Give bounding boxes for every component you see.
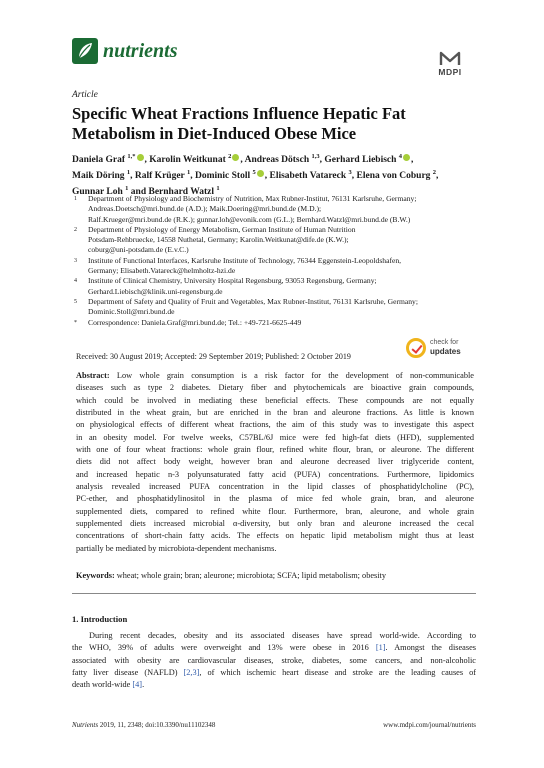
author-list <box>72 151 482 198</box>
author-affiliation-mark: 2 <box>432 168 437 176</box>
affiliation-line: Department of Physiology of Energy Metabolism, German Institute of Human Nutrition <box>88 224 356 234</box>
author-affiliation-mark: 4 <box>398 153 403 160</box>
author-name: Dominic Stoll <box>194 170 253 181</box>
affiliation-item <box>72 256 484 277</box>
affiliation-line: Dominic.Stoll@mri.bund.de <box>88 307 175 317</box>
abstract-line: diets did not affect body weight, however bran and aleurone decreased liver triglyceride content, <box>76 457 474 467</box>
abstract-line: PC-ether, and phosphatidylinositol in the plasma of mice fed whole grain, bran, and aleurone <box>76 494 474 504</box>
check-updates-label: check for <box>430 339 459 346</box>
orcid-icon[interactable] <box>403 154 410 161</box>
intro-line <box>72 642 476 654</box>
orcid-icon[interactable] <box>232 154 239 161</box>
keywords-text: wheat; whole grain; bran; aleurone; microbiota; SCFA; lipid metabolism; obesity <box>114 571 387 580</box>
abstract-line <box>76 370 474 382</box>
affiliation-line: Gerhard.Liebisch@klinik.uni-regensburg.de <box>88 286 223 296</box>
author-name: Elena von Coburg <box>356 170 433 181</box>
author-separator: , <box>351 170 357 181</box>
author-affiliation-mark: 1 <box>216 184 220 192</box>
abstract-line: partially be mediated by microbiota-dependent mechanisms. <box>76 543 277 553</box>
abstract-line: with one of four wheat fractions: whole grain flour, refined white flour, bran, or aleurone. The different <box>76 445 474 455</box>
nutrients-logo-icon <box>72 38 98 64</box>
intro-text: . <box>142 680 145 690</box>
footer-doi: 2019, 11, 2348; doi:10.3390/nu11102348 <box>98 721 216 729</box>
author-name: Daniela Graf <box>72 155 128 166</box>
affiliation-line: Institute of Functional Interfaces, Karlsruhe Institute of Technology, 76344 Eggenstein-Leopoldshafen, <box>88 255 402 265</box>
affiliation-item <box>72 194 484 225</box>
abstract-label: Abstract: <box>76 371 110 380</box>
orcid-icon[interactable] <box>137 154 144 161</box>
author-name: Karolin Weitkunat <box>149 155 229 166</box>
abstract <box>76 370 474 555</box>
footer-journal: Nutrients <box>72 721 99 729</box>
orcid-icon[interactable] <box>257 170 264 177</box>
author-line <box>72 167 482 183</box>
author-affiliation-mark: 1 <box>186 168 191 176</box>
citation-link[interactable]: [2,3] <box>183 668 200 678</box>
section-divider <box>72 593 476 594</box>
abstract-line: on physiological effects of different wheat fractions, the aim of this study was to investigate this aspect <box>76 420 474 430</box>
affiliation-number: 4 <box>74 278 77 285</box>
footer-url[interactable]: www.mdpi.com/journal/nutrients <box>383 721 476 729</box>
keywords-label: Keywords: <box>76 571 115 580</box>
author-line <box>72 151 482 167</box>
intro-text: the WHO, 39% of adults were overweight and 13% were obese in 2016 <box>72 643 376 653</box>
intro-text: death world-wide <box>72 680 133 690</box>
author-affiliation-mark: 2 <box>228 153 232 160</box>
affiliation-item <box>72 297 484 318</box>
paper-title <box>72 104 482 143</box>
author-name: Andreas Dötsch <box>244 155 312 166</box>
author-affiliation-mark: 1,* <box>127 153 136 160</box>
journal-name: nutrients <box>103 40 178 62</box>
author-affiliation-mark: 1,3 <box>311 153 320 160</box>
footer-citation <box>72 721 215 729</box>
affiliation-number: 2 <box>74 226 77 233</box>
author-name: Gerhard Liebisch <box>324 155 399 166</box>
affiliation-item <box>72 318 484 328</box>
keywords <box>76 571 386 580</box>
affiliation-item <box>72 276 484 297</box>
abstract-line: supplemented diets, compared to refined white flour. Furthermore, bran, aleurone, and whole grain <box>76 506 474 516</box>
check-updates-label-bold: updates <box>430 347 461 356</box>
introduction-body <box>72 630 476 692</box>
intro-text: , of which ischemic heart disease and stroke are the leading causes of <box>199 668 476 678</box>
author-separator: , <box>319 155 325 166</box>
intro-line <box>72 679 476 691</box>
abstract-line: concentrations of short-chain fatty acids. The effects on hepatic lipid metabolism might thus at least <box>76 531 474 541</box>
affiliation-line: Department of Physiology and Biochemistry of Nutrition, Max Rubner-Institut, 76131 Karlsruhe, Germany; <box>88 194 417 203</box>
author-separator: , <box>240 155 245 166</box>
affiliation-number: 5 <box>74 298 77 305</box>
citation-link[interactable]: [4] <box>132 680 143 690</box>
citation-link[interactable]: [1] <box>375 643 386 653</box>
intro-text: . Amongst the diseases <box>385 643 476 653</box>
affiliation-line: coburg@uni-potsdam.de (E.v.C.) <box>88 245 189 255</box>
affiliations <box>72 194 484 328</box>
abstract-line: diseases such as type 2 diabetes. Dietary fiber and phytochemicals are bioactive grain compounds, <box>76 383 474 393</box>
affiliation-line: Department of Safety and Quality of Fruit and Vegetables, Max Rubner-Institut, 76131 Karlsruhe, Germany; <box>88 296 418 306</box>
affiliation-line: Institute of Clinical Chemistry, University Hospital Regensburg, 93053 Regensburg, Germany; <box>88 276 377 286</box>
intro-line <box>72 667 476 679</box>
intro-line: associated with obesity are cardiovascular diseases, stroke, diabetes, some cancers, and non-alcoholic <box>72 655 476 665</box>
author-separator: , <box>411 155 414 166</box>
author-name: Gunnar Loh <box>72 186 126 197</box>
affiliation-item <box>72 225 484 256</box>
abstract-line: distributed in the wheat grain, but are enriched in the bran and aleurone fractions. As little is known <box>76 408 474 418</box>
author-name: Maik Döring <box>72 170 127 181</box>
affiliation-line: Potsdam-Rehbruecke, 14558 Nuthetal, Germany; Karolin.Weitkunat@dife.de (K.W.); <box>88 235 349 245</box>
affiliation-number: 3 <box>74 257 77 264</box>
abstract-line: which could be involved in mediating these beneficial effects. These compounds are not equally <box>76 395 474 405</box>
author-separator: , <box>436 170 439 181</box>
mdpi-logo <box>429 50 471 77</box>
author-affiliation-mark: 5 <box>252 168 256 176</box>
abstract-line: supplemented diets increased microbial α-diversity, but only bran and aleurone increased the cecal <box>76 519 474 529</box>
author-separator: , <box>144 155 150 166</box>
author-name: Elisabeth Vatareck <box>269 170 349 181</box>
abstract-first-text: Low whole grain consumption is a risk factor for the development of non-communicable <box>109 371 474 380</box>
affiliation-number: * <box>74 319 77 326</box>
article-type: Article <box>72 90 98 100</box>
author-separator: , <box>130 170 135 181</box>
affiliation-line: Andreas.Doetsch@mri.bund.de (A.D.); Maik.Doering@mri.bund.de (M.D.); <box>88 204 322 214</box>
publication-dates: Received: 30 August 2019; Accepted: 29 September 2019; Published: 2 October 2019 <box>76 352 351 361</box>
intro-line: During recent decades, obesity and its associated diseases have spread world-wide. According to <box>89 631 476 640</box>
affiliation-number: 1 <box>74 196 77 202</box>
abstract-line: in an obesity model. For twelve weeks, C57BL/6J mice were fed high-fat diets (HFD), supplemented <box>76 432 474 442</box>
check-updates-icon <box>406 338 426 358</box>
author-affiliation-mark: 1 <box>126 168 131 176</box>
author-separator: , <box>264 170 270 181</box>
publisher-name: MDPI <box>438 67 462 77</box>
title-line: Metabolism in Diet-Induced Obese Mice <box>72 123 357 143</box>
section-heading: 1. Introduction <box>72 614 128 624</box>
affiliation-line: Correspondence: Daniela.Graf@mri.bund.de; Tel.: +49-721-6625-449 <box>88 317 302 327</box>
affiliation-line: Germany; Elisabeth.Vatareck@helmholtz-hzi.de <box>88 266 236 276</box>
author-affiliation-mark: 1 <box>125 184 129 192</box>
author-name: Bernhard Watzl <box>148 186 217 197</box>
abstract-line: and increased hepatic n-3 polyunsaturated fatty acid (PUFA) concentrations. Furthermore, lipidomics <box>76 469 474 479</box>
author-name: Ralf Krüger <box>134 170 187 181</box>
mdpi-mark-icon <box>439 50 461 66</box>
affiliation-line: Ralf.Krueger@mri.bund.de (R.K.); gunnar.loh@evonik.com (G.L.); Bernhard.Watzl@mri.bund.de (B.W.) <box>88 214 411 224</box>
title-line: Specific Wheat Fractions Influence Hepatic Fat <box>72 104 406 123</box>
check-for-updates-badge[interactable] <box>406 336 476 362</box>
author-affiliation-mark: 3 <box>348 168 352 176</box>
abstract-line: analysis revealed increased PUFA concentration in the lipid classes of phosphatidylcholine (PC), <box>76 482 474 492</box>
intro-text: fatty liver disease (NAFLD) <box>72 668 184 678</box>
author-separator: , <box>190 170 195 181</box>
author-conjunction: and <box>128 186 149 197</box>
